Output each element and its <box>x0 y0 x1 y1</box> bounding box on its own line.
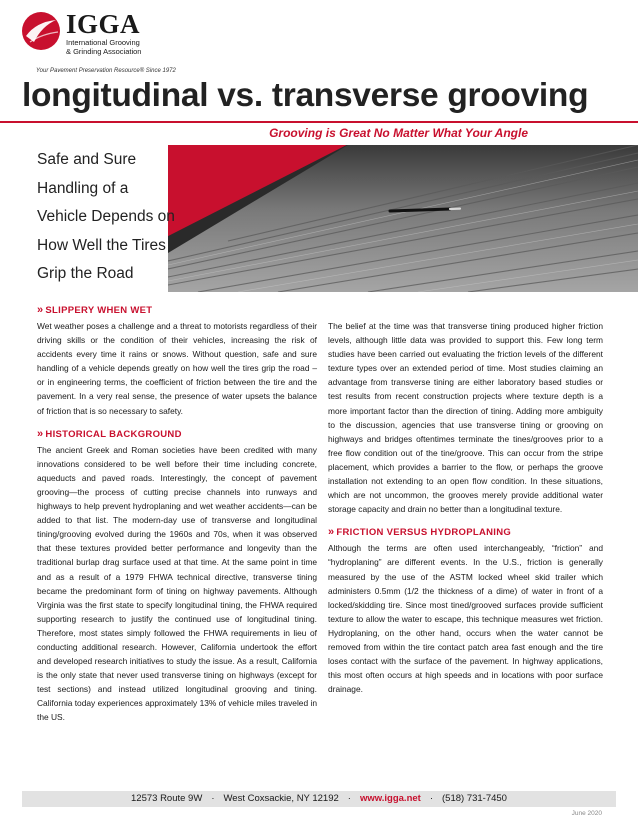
footer-separator: · <box>429 793 433 804</box>
page-subtitle: Grooving is Great No Matter What Your Angle <box>269 126 528 140</box>
footer-bar <box>22 791 616 807</box>
intro-line-1: Safe and Sure <box>37 151 137 168</box>
left-column <box>37 304 317 735</box>
page-title: longitudinal vs. transverse grooving <box>22 77 589 114</box>
section-title-slippery-text: SLIPPERY WHEN WET <box>45 305 153 316</box>
double-chevron-icon: » <box>328 526 335 539</box>
footer-city: West Coxsackie, NY 12192 <box>223 793 339 804</box>
section-body-belief: The belief at the time was that transverse tining produced higher friction levels, although little data was provided to support this. Few long term studies have been carried out evaluating the friction levels of the different texture types over an extended period of time. Most studies claiming an advantage from transverse tining are either laboratory based studies or test results from recent construction projects where texture depth is a more important factor than the direction of tining. Adding more ambiguity to the discussion, agencies that use transverse tining or grooving on highways and bridges oftentimes terminate the tines/grooves prior to a free flow condition out of the tine/groove. This can occur from the stripe placement, which provides a barrier to the flow, or perhaps the groove installation not extending to an open flow condition. In these situations, which are not uncommon, the grooves merely provide additional water storage capacity and drain no better than a longitudinal texture. <box>328 321 603 515</box>
logo-globe-icon <box>22 12 60 50</box>
section-title-historical-text: HISTORICAL BACKGROUND <box>45 428 182 440</box>
logo-tagline: Your Pavement Preservation Resource® Since 1972 <box>36 68 176 74</box>
intro-callout <box>37 146 207 289</box>
footer-address: 12573 Route 9W <box>131 793 203 804</box>
section-title-friction-text: FRICTION VERSUS HYDROPLANING <box>336 527 512 539</box>
section-title-friction <box>328 526 603 539</box>
intro-line-2: Handling of a <box>37 179 129 197</box>
right-column <box>328 319 603 706</box>
footer-contact <box>22 793 616 804</box>
section-body-slippery: Wet weather poses a challenge and a threat to motorists regardless of their driving skills or the condition of their vehicles, increasing the risk of accidents every time it rains or snows. Without question, safe and sure handling of a vehicle depends greatly on how well the tires grip the road – or in engineering terms, the coefficient of friction between the tire and the pavement. In a very real sense, the presence of water upsets the balance of friction that is so necessary to safety. <box>37 321 317 416</box>
section-body-friction: Although the terms are often used interchangeably, “friction” and “hydroplaning” are different events. In the U.S., friction is generally measured by the use of the ASTM locked wheel skid trailer which administers 0.5mm (1/2 the thickness of a dime) of water in front of a locked/skidding tire. Since most tined/grooved surfaces provide sufficient texture to allow the water to escape, this technique measures wet friction. Hydroplaning, on the other hand, occurs when the water cannot be removed from within the tire contact patch area fast enough and the tire loses contact with the surface of the pavement. In highway applications, this most often occurs at high speeds and in locations with poor surface drainage. <box>328 543 603 695</box>
double-chevron-icon: » <box>37 304 44 316</box>
title-divider <box>0 121 638 123</box>
footer-phone: (518) 731-7450 <box>442 793 507 804</box>
footer-separator: · <box>211 793 215 804</box>
logo-subtitle <box>66 39 206 56</box>
publication-date: June 2020 <box>571 810 602 817</box>
logo-subtitle-line2: & Grinding Association <box>66 46 142 56</box>
intro-line-5: Grip the Road <box>37 265 134 282</box>
section-body-historical: The ancient Greek and Roman societies have been credited with many innovations considered to be well before their time including concrete, aqueducts and paved roads. Interestingly, the concept of pavement grooving—the process of cutting precise channels into runways and highways to help prevent hydroplaning and wet weather accidents—can be added to that list. The modern-day use of transverse and longitudinal tining/grooving evolved during the 1960s and 70s, when it was observed that these textures provided better performance and longevity than the traditional burlap drag surface used at that time. At the same point in time and as a result of a 1979 FHWA technical directive, transverse tining became the predominant form of tining on highway pavements. Although Virginia was the first state to specify longitudinal tining, the FHWA required supporting research to justify the continued use of longitudinal tining. Therefore, most states simply followed the FHWA requirements in lieu of conducting additional research. However, California undertook the effort and developed research initiatives to study the issue. As a result, California is the only state that never used transverse tining on highways (except for test sections) and instead utilized longitudinal grooving and tining. California today experiences approximately 13% of vehicle miles traveled in the US. <box>37 444 317 723</box>
intro-line-4: How Well the Tires <box>37 236 166 254</box>
logo-name: IGGA <box>66 9 141 39</box>
grooved-pavement-photo <box>168 145 638 292</box>
igga-logo <box>22 9 212 74</box>
double-chevron-icon: » <box>37 427 44 440</box>
section-title-historical <box>37 428 317 441</box>
footer-website-link[interactable]: www.igga.net <box>359 793 421 804</box>
logo-subtitle-line1: International Grooving <box>66 38 140 47</box>
section-title-slippery <box>37 304 317 317</box>
footer-separator: · <box>347 793 351 804</box>
intro-line-3: Vehicle Depends on <box>37 208 175 225</box>
